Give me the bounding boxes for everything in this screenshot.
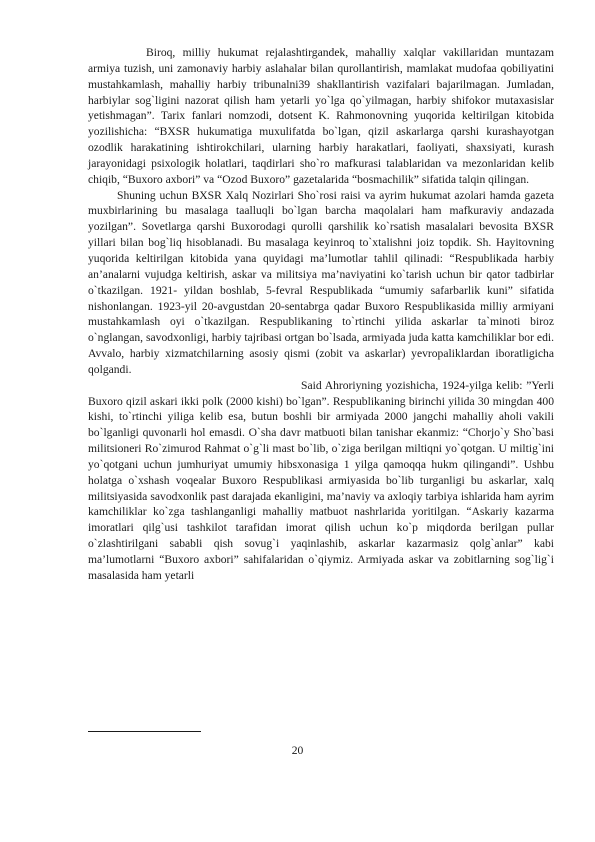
paragraph-1: Biroq, milliy hukumat rejalashtirgandek, mahalliy xalqlar vakillaridan muntazam armiya tuzish, uni zamonaviy harbiy aslahalar bilan qurollantirish, mamlakat mudofaa qobiliyatini mustahkamlash, mahalliy harbiy tribunalni39 shakllantirish vazifalari bajarilmagan. Jumladan, harbiylar sog`ligini nazorat qilish ham yetarli yo`lga qo`yilmagan, harbiy shifokor mutaxasislar yetishmagan”. Tarix fanlari nomzodi, dotsent K. Rahmonovning yuqorida keltirilgan kitobida yozilishicha: “BXSR hukumatiga muxulifatda bo`lgan, qizil askarlarga qarshi kurashayotgan ozodlik harakatining ishtirokchilari, ularning harbiy harakatlari, faoliyati, shaxsiyati, kurash jarayonidagi psixologik holatlari, taqdirlari sho`ro mafkurasi talablaridan va mezonlaridan kelib chiqib, “Buxoro axbori” va “Ozod Buxoro” gazetalarida “bosmachilik” sifatida talqin qilingan.	[88, 46, 554, 186]
page-number: 20	[291, 744, 304, 757]
paragraph-3: Said Ahroriyning yozishicha, 1924-yilga kelib: ”Yerli Buxoro qizil askari ikki polk (2000 kishi) bo`lgan”. Respublikaning birinchi yilida 30 mingdan 400 kishi, to`rtinchi yiliga kelib esa, butun boshli bir armiyada 2000 jangchi mahalliy aholi vakili bo`lganligi quvonarli hol emasdi. O`sha davr matbuoti bilan tanishar ekanmiz: “Chorjo`y Sho`basi militsioneri Ro`zimurod Rahmat o`g`li mast bo`lib, o`ziga berilgan miltiqni yo`qotgan. U miltig`ini yo`qotgani uchun jumhuriyat umumiy hibsxonasiga 1 yilga qamoqqa hukm qilingandi”. Ushbu holatga o`xshash voqealar Buxoro Respublikasi armiyasida bo`lib turganligi bu askarlar, xalq militsiyasida savodxonlik past darajada ekanligini, ma’naviy va axloqiy tarbiya ishlarida ham ayrim kamchiliklar ko`zga tashlanganligi mahalliy matbuot nashrlarida yoritilgan. “Askariy kazarma imoratlari qilg`usi tashkilot tarafidan imorat qilish uchun ko`p miqdorda berilgan pullar o`zlashtirilgani sababli qish sovug`i yaqinlashib, askarlar kazarmasiz qolg`anlar” kabi ma’lumotlarni “Buxoro axbori” sahifalaridan o`qiymiz. Armiyada askar va zobitlarning sog`lig`i masalasida ham yetarli	[88, 378, 554, 582]
document-body	[88, 45, 554, 584]
paragraph-2: Shuning uchun BXSR Xalq Nozirlari Sho`rosi raisi va ayrim hukumat azolari hamda gazeta muxbirlarining bu masalaga taalluqli bo`lgan barcha maqolalari ham mafkuraviy andazada yozilgan”. Sovetlarga qarshi Buxorodagi qurolli qarshilik ko`rsatish masalalari bevosita BXSR yillari bilan bog`liq hisoblanadi. Bu masalaga keyinroq to`xtalishni joiz topdik. Sh. Hayitovning yuqorida keltirilgan kitobida yana quyidagi ma’lumotlar tahlil qilinadi: “Respublikada harbiy an’analarni vujudga keltirish, askar va militsiya ma’naviyatini ko`tarish uchun bir qator tadbirlar o`tkazilgan. 1921- yildan boshlab, 5-fevral Respublikada “umumiy safarbarlik kuni” sifatida nishonlangan. 1923-yil 20-avgustdan 20-sentabrga qadar Buxoro Respublikasida milliy armiyani mustahkamlash oyi o`tkazilgan. Respublikaning to`rtinchi yilida askarlar ta`minoti biroz o`nglangan, savodxonligi, harbiy tajribasi ortgan bo`lsada, armiyada juda katta kamchiliklar bor edi. Avvalo, harbiy xizmatchilarning asosiy qismi (zobit va askarlar) yevropaliklardan iboratligicha qolgandi.	[88, 188, 554, 376]
footnote-divider	[88, 731, 201, 732]
